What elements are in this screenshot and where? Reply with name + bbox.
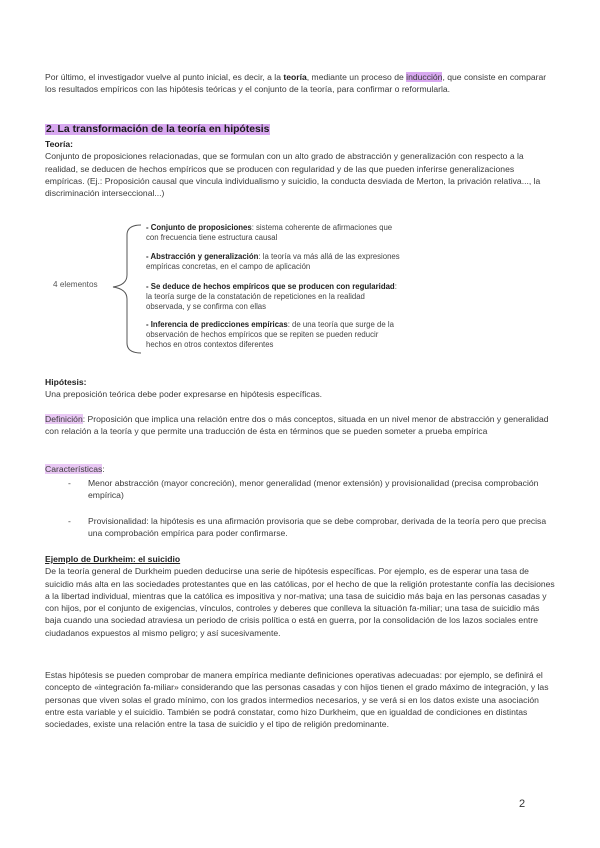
teoria-elements-diagram [45, 219, 555, 359]
diagram-left-label: 4 elementos [53, 280, 98, 289]
hipotesis-paragraph [45, 376, 555, 401]
diagram-item-2 [146, 252, 401, 272]
caracteristicas-label: Características [45, 464, 103, 474]
diagram-item-4-title: - Inferencia de predicciones empíricas [146, 320, 288, 329]
section-heading [45, 124, 270, 135]
bullet-text-2: Provisionalidad: la hipótesis es una afirmación provisoria que se debe comprobar, derivada de la teoría pero que precisa una comprobación empírica para poder confirmarse. [88, 516, 547, 539]
diagram-item-1-title: - Conjunto de proposiciones [146, 223, 252, 232]
section-heading-text: 2. La transformación de la teoría en hipótesis [46, 124, 270, 135]
intro-text-3: , que consiste en comparar los resultados empíricos con las hipótesis teóricas y el conjunto de la teoría, para confirmar o reformularla. [45, 72, 547, 95]
diagram-item-1-text: : sistema coherente de afirmaciones que con frecuencia tiene estructura causal [146, 223, 393, 242]
hipotesis-text: Una preposición teórica debe poder expresarse en hipótesis específicas. [45, 389, 323, 400]
caracteristicas-colon: : [102, 464, 105, 474]
definicion-paragraph [45, 413, 555, 438]
intro-paragraph [45, 71, 555, 96]
intro-text-2: , mediante un proceso de [306, 72, 407, 82]
hipotesis-label: Hipótesis: [45, 377, 87, 387]
definicion-label: Definición [45, 414, 83, 424]
diagram-item-1 [146, 223, 401, 243]
bullet-dash-icon: - [68, 516, 71, 526]
diagram-item-4 [146, 320, 401, 350]
definicion-text: : Proposición que implica una relación entre dos o más conceptos, situada en un nivel menor de abstracción y generalidad con relación a la teoría y que permite una traducción de ésta en términos que se pueden someter a prueba empírica [45, 414, 549, 437]
page-number: 2 [519, 798, 526, 810]
bullet-dash-icon: - [68, 478, 71, 488]
durkheim-text-1: De la teoría general de Durkheim pueden deducirse una serie de hipótesis específicas. Por ejemplo, es de esperar una tasa de suicidio más alta en las sociedades protestantes que en las católicas, por el hecho de que la religión protestante confía las decisiones a la libertad individual, mientras que la católica es impositiva y nor-mativa; una tasa de suicidio más baja en las personas casadas y con hijos, por el conjunto de exigencias, vínculos, controles y deberes que conlleva la situación fa-miliar; una tasa de suicidio más baja cuando una sociedad atraviesa un periodo de crisis política o está en guerra, por la consolidación de los lazos sociales entre ciudadanos expuestos al mismo peligro; y así sucesivamente. [45, 566, 555, 638]
curly-brace-icon [97, 219, 147, 359]
teoria-label: Teoría: [45, 139, 74, 149]
durkheim-text-2: Estas hipótesis se pueden comprobar de manera empírica mediante definiciones operativas adecuadas: por ejemplo, se definirá el concepto de «integración fa-miliar» considerando que las personas casadas y con hijos tienen el grado máximo de integración, y las personas que viven solas el grado mínimo, con los grados intermedios necesarios, y se verá si en los datos existe una asociación entre esta variable y el suicidio. También se podrá constatar, como hizo Durkheim, que en igualdad de condiciones en distintas sociedades, existe una relación entre la tasa de suicidio y el tipo de religión predominante. [45, 670, 549, 730]
caracteristicas-heading [45, 463, 555, 475]
teoria-paragraph [45, 138, 555, 199]
diagram-item-4-text: : de una teoría que surge de la observación de hechos empíricos que se repiten se pueden reducir hechos en otros contextos diferentes [146, 320, 394, 349]
bullet-text-1: Menor abstracción (mayor concreción), menor generalidad (menor extensión) y provisionalidad (precisa comprobación empírica) [88, 478, 539, 501]
intro-highlight-induccion: inducción [406, 72, 443, 82]
durkheim-title: Ejemplo de Durkheim: el suicidio [45, 554, 181, 564]
teoria-text: Conjunto de proposiciones relacionadas, que se formulan con un alto grado de abstracción y generalización con respecto a la realidad, se deducen de hechos empíricos que se producen con regularidad y de las que pueden inferirse generalizaciones empíricas. (Ej.: Proposición causal que vincula individualismo y suicidio, la conducta desviada de Merton, la privación relativa..., la discriminación interseccional...) [45, 151, 541, 199]
diagram-item-3 [146, 282, 401, 312]
intro-text-1: Por último, el investigador vuelve al punto inicial, es decir, a la [45, 72, 284, 82]
durkheim-paragraph-2 [45, 669, 555, 730]
diagram-item-2-text: : la teoría va más allá de las expresiones empíricas concretas, en el campo de aplicación [146, 252, 400, 271]
durkheim-paragraph-1 [45, 553, 555, 639]
intro-bold-teoria: teoría [283, 72, 307, 82]
diagram-item-3-text: : la teoría surge de la constatación de repeticiones en la realidad observada, y se confirma con ellas [146, 282, 397, 311]
diagram-item-3-title: - Se deduce de hechos empíricos que se producen con regularidad [146, 282, 395, 291]
diagram-item-2-title: - Abstracción y generalización [146, 252, 259, 261]
